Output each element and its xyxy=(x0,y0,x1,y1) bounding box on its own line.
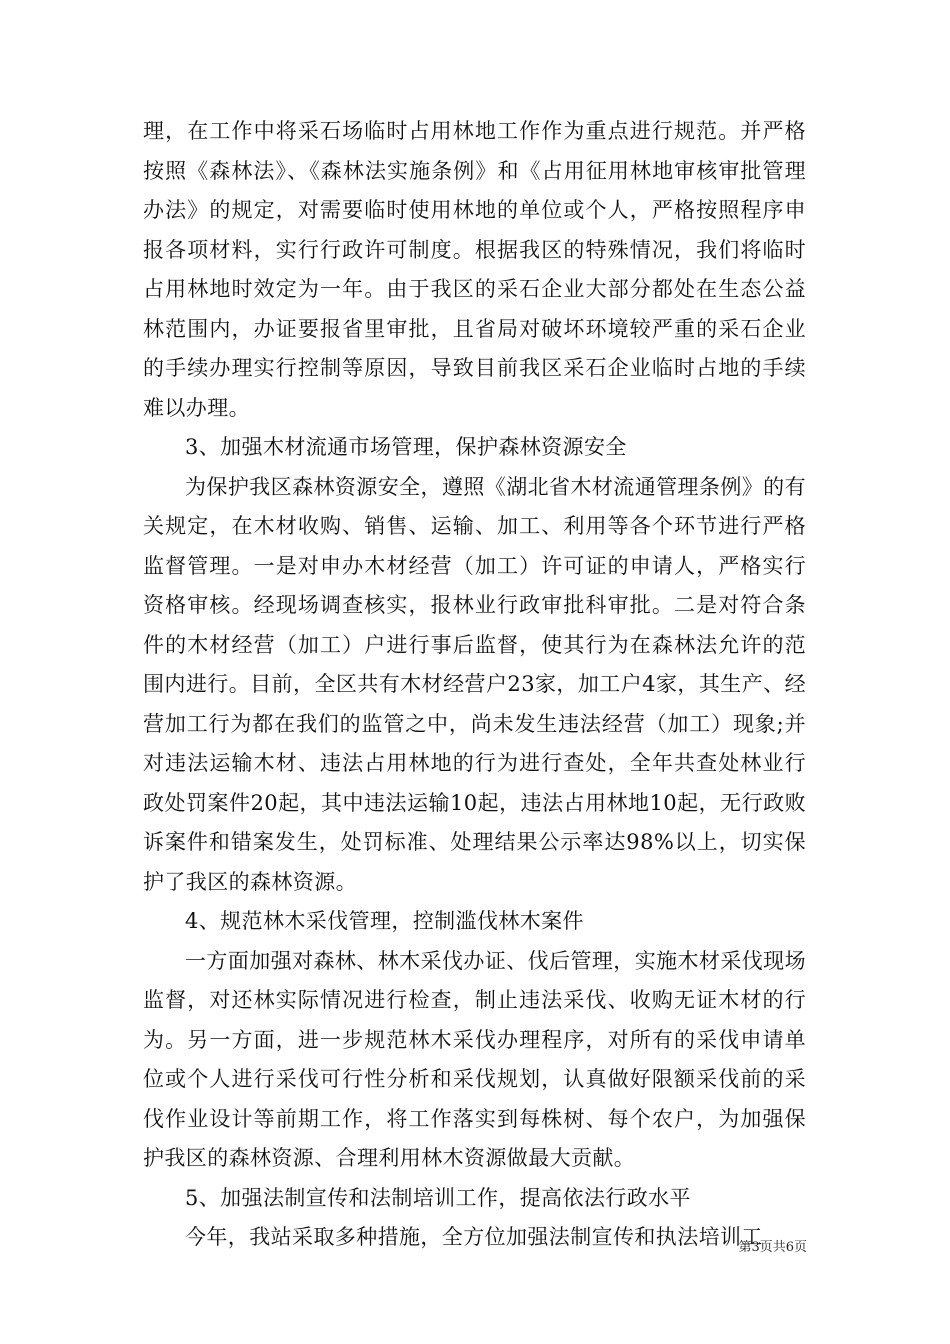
paragraph-logging-management: 一方面加强对森林、林木采伐办证、伐后管理，实施木材采伐现场监督，对还林实际情况进行检查，制止违法采伐、收购无证木材的行为。另一方面，进一步规范林木采伐办理程序，对所有的采伐申请单位或个人进行采伐可行性分析和采伐规划，认真做好限额采伐前的采伐作业设计等前期工作，将工作落实到每株树、每个农户，为加强保护我区的森林资源、合理利用林木资源做最大贡献。 xyxy=(143,948,806,1170)
section-heading-5: 5、加强法制宣传和法制培训工作，提高依法行政水平 xyxy=(185,1185,691,1210)
body-text xyxy=(143,112,806,1258)
paragraph-timber-circulation: 为保护我区森林资源安全，遵照《湖北省木材流通管理条例》的有关规定，在木材收购、销售、运输、加工、利用等各个环节进行严格监督管理。一是对申办木材经营（加工）许可证的申请人，严格实行资格审核。经现场调查核实，报林业行政审批科审批。二是对符合条件的木材经营（加工）户进行事后监督，使其行为在森林法允许的范围内进行。目前，全区共有木材经营户23家，加工户4家，其生产、经营加工行为都在我们的监管之中，尚未发生违法经营（加工）现象;并对违法运输木材、违法占用林地的行为进行查处，全年共查处林业行政处罚案件20起，其中违法运输10起，违法占用林地10起，无行政败诉案件和错案发生，处罚标准、处理结果公示率达98%以上，切实保护了我区的森林资源。 xyxy=(143,474,806,894)
page-number: 第3页共6页 xyxy=(738,1240,807,1255)
section-heading-3: 3、加强木材流通市场管理，保护森林资源安全 xyxy=(185,435,627,459)
paragraph-legal-publicity: 今年，我站采取多种措施，全方位加强法制宣传和执法培训工 xyxy=(185,1225,763,1249)
section-heading-4: 4、规范林木采伐管理，控制滥伐林木案件 xyxy=(185,909,584,933)
paragraph-continuation: 理，在工作中将采石场临时占用林地工作作为重点进行规范。并严格按照《森林法》、《森林法实施条例》和《占用征用林地审核审批管理办法》的规定，对需要临时使用林地的单位或个人，严格按照程序申报各项材料，实行行政许可制度。根据我区的特殊情况，我们将临时占用林地时效定为一年。由于我区的采石企业大部分都处在生态公益林范围内，办证要报省里审批，且省局对破坏环境较严重的采石企业的手续办理实行控制等原因，导致目前我区采石企业临时占地的手续难以办理。 xyxy=(143,119,806,420)
